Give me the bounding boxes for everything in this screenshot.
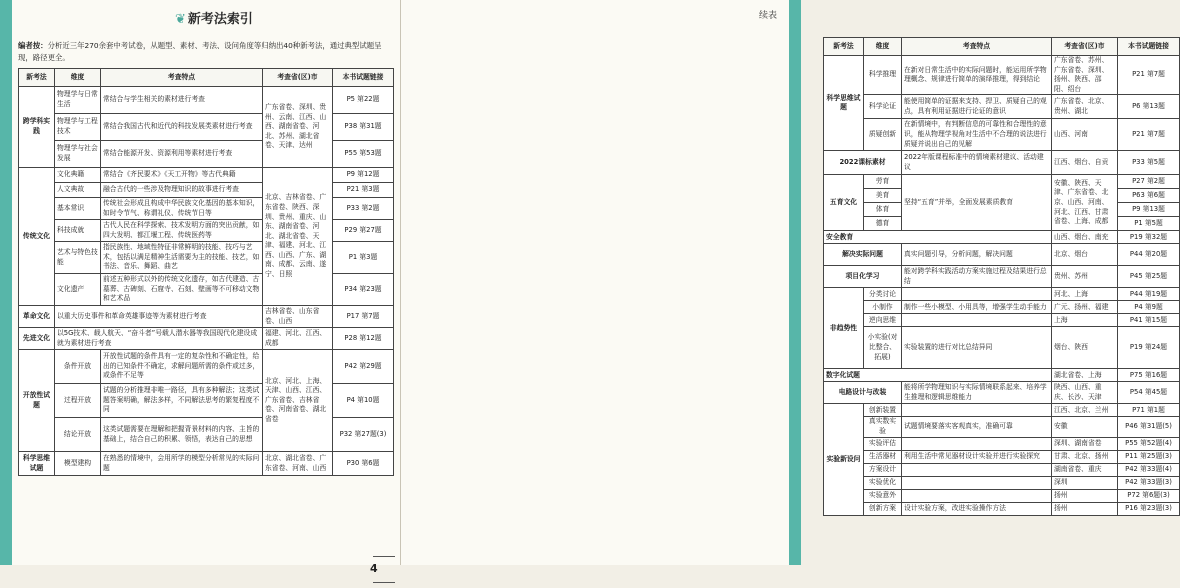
right-page: [400, 0, 1172, 565]
left-side-stripe: [0, 0, 12, 565]
table-row: 美育 P63 第6题: [824, 189, 1180, 203]
table-row: 科技成就 古代人民在科学探索、技术发明方面的突出贡献，如四大发明、都江堰工程、传统医药等 P29 第27题: [19, 220, 394, 242]
continued-label: 续表: [758, 11, 777, 21]
table-row: 逆向思维 上海 P41 第15题: [824, 314, 1180, 327]
page-number: 4: [370, 549, 400, 588]
page-title: ❦ 新考法索引: [175, 12, 253, 27]
left-page: [0, 0, 400, 575]
table-row: 科学论证 能使用简单的证据来支持、捍卫、质疑自己的观点，具有利用证据进行论证的意识 广东省卷、北京、贵州、湖北 P6 第13题: [824, 95, 1180, 119]
table-row: 革命文化 以重大历史事件和革命英雄事迹等为素材进行考查 吉林省卷、山东省卷、山西 P17 第7题: [19, 306, 394, 328]
table-row: 2022课标素材 2022年版课程标准中的情境素材建议、活动建议 江西、烟台、自贡 P33 第5题: [824, 151, 1180, 175]
leaf-icon: ❦: [175, 12, 186, 27]
table-row: 科学思维试题 科学推理 在新对日常生活中的实际问题时，能运用所学物理概念、规律进行简单的演绎推理，得到结论 广东省卷、苏州、广东省卷、深圳、扬州、陕西、邵阳、绍台 P21 第7题: [824, 56, 1180, 95]
table-row: 德育 P1 第5题: [824, 217, 1180, 231]
table-row: 方案设计 湖南省卷、重庆 P42 第33题(4): [824, 463, 1180, 476]
table-row: 跨学科实践 物理学与日常生活 常结合与学生相关的素材进行考查 广东省卷、深圳、贵州、云南、江西、山西、湖南省卷、河北、苏州、湖北省卷、天津、达州 P5 第22题: [19, 87, 394, 114]
table-row: 非趋势性 分类讨论 河北、上海 P44 第19题: [824, 288, 1180, 301]
left-index-table: [18, 68, 394, 476]
right-index-table: [823, 37, 1180, 516]
table-row: 物理学与社会发展 常结合能源开发、资源利用等素材进行考查 P55 第53题: [19, 141, 394, 168]
table-row: 小制作 制作一些小模型、小用具等，增强学生动手能力 广元、扬州、福建 P4 第9题: [824, 301, 1180, 314]
table-row: 生活器材 利用生活中常见器材设计实验并进行实验探究 甘肃、北京、扬州 P11 第25题(3): [824, 450, 1180, 463]
table-row: 体育 P9 第13题: [824, 203, 1180, 217]
table-row: 项目化学习 能对跨学科实践活动方案实施过程及结果进行总结 贵州、苏州 P45 第25题: [824, 266, 1180, 288]
table-row: 小实验(对比整合、拓展) 实验装置的进行对比总结异同 烟台、陕西 P19 第24题: [824, 327, 1180, 369]
table-row: 艺术与特色技能 指民族性、地域性特征非常鲜明的技能、技巧与艺术，包括以满足精神生活需要为主的技能、技艺，如书法、音乐、舞蹈、曲艺 P1 第3题: [19, 242, 394, 274]
table-header-row: 新考法 维度 考查特点 考查省(区)市 本书试题链接: [824, 38, 1180, 56]
table-row: 实验优化 深圳 P42 第33题(3): [824, 476, 1180, 489]
table-row: 先进文化 以5G技术、载人航天、“奋斗者”号载人潜水器等我国现代化建设成就为素材进行考查 福建、河北、江西、成都 P28 第12题: [19, 328, 394, 350]
table-row: 实验新设问 创新装置 江西、北京、兰州 P71 第1题: [824, 404, 1180, 417]
table-row: 创新方案 设计实验方案，改进实验操作方法 扬州 P16 第23题(3): [824, 502, 1180, 515]
table-row: 电路设计与改装 能将所学物理知识与实际情境联系起来、培养学生推理和逻辑思维能力 陕西、山西、重庆、长沙、天津 P54 第45题: [824, 382, 1180, 404]
intro-note: 编者按：分析近三年270余套中考试卷，从题型、素材、考法、设问角度等归纳出40种新考法，通过典型试题呈现，路径更全。: [18, 41, 382, 62]
table-row: 实验评估 深圳、湖南省卷 P55 第52题(4): [824, 437, 1180, 450]
table-row: 传统文化 文化典籍 常结合《齐民要术》《天工开物》等古代典籍 北京、吉林省卷、广东省卷、陕西、深圳、贵州、重庆、山东、湖南省卷、河北、湖北省卷、天津、福建、河北、江西、山西、广东、湖南、成都、云南、遂宁、日照 P9 第12题: [19, 168, 394, 183]
table-header-row: 新考法 维度 考查特点 考查省(区)市 本书试题链接: [19, 69, 394, 87]
table-row: 真实数实验 试题情境要落实客观真实，准确可靠 安徽 P46 第31题(5): [824, 417, 1180, 437]
table-row: 人文典故 融合古代的一些涉及物理知识的故事进行考查 P21 第3题: [19, 183, 394, 198]
table-row: 科学思维试题 模型建构 在熟悉的情境中，会用所学的模型分析常见的实际问题 北京、湖北省卷、广东省卷、河南、山西 P30 第6题: [19, 452, 394, 476]
table-row: 五育文化 劳育 坚持“五育”并举，全面发展素质教育 安徽、陕西、天津、广东省卷、北京、山西、河南、河北、江西、甘肃省卷、上海、成都 P27 第2题: [824, 175, 1180, 189]
table-row: 物理学与工程技术 常结合我国古代和近代的科技发展类素材进行考查 P38 第31题: [19, 114, 394, 141]
right-side-stripe: [789, 0, 801, 565]
table-row: 数字化试题 湖北省卷、上海 P75 第16题: [824, 369, 1180, 382]
table-row: 文化遗产 前述五种形式以外的传统文化遗存，如古代建造、古墓葬、古碑刻、石窟寺、石刻、壁画等不可移动文物和艺术品 P34 第23题: [19, 274, 394, 306]
table-row: 结论开放 这类试题需要在理解和把握背景材料的内容、主旨的基础上，结合自己的积累、领悟，表达自己的思想 P32 第27题(3): [19, 418, 394, 452]
table-row: 基本常识 传统社会形成且构成中华民族文化基因的基本知识，如时令节气、称谓礼仪、传统节日等 P33 第2题: [19, 198, 394, 220]
table-row: 过程开放 试题的分析推理非唯一路径，具有多种解法；这类试题答案明确，解法多样，不同解法思考的繁复程度不同 P4 第10题: [19, 384, 394, 418]
table-row: 实验意外 扬州 P72 第6题(3): [824, 489, 1180, 502]
table-row: 开放性试题 条件开放 开放性试题的条件具有一定的复杂性和不确定性，给出的已知条件不确定，求解问题所需的条件或过多，或条件不足等 北京、河北、上海、天津、山西、江西、广东省卷、吉林省卷、河南省卷、湖北省卷 P42 第29题: [19, 350, 394, 384]
table-row: 安全教育 山西、烟台、南充 P19 第32题: [824, 231, 1180, 244]
table-row: 质疑创新 在新情境中，有判断信息的可靠性和合理性的意识，能从物理学视角对生活中不合理的说法进行质疑并说出自己的见解 山西、河南 P21 第7题: [824, 119, 1180, 151]
table-row: 解决实际问题 真实问题引导，分析问题，解决问题 北京、烟台 P44 第20题: [824, 244, 1180, 266]
